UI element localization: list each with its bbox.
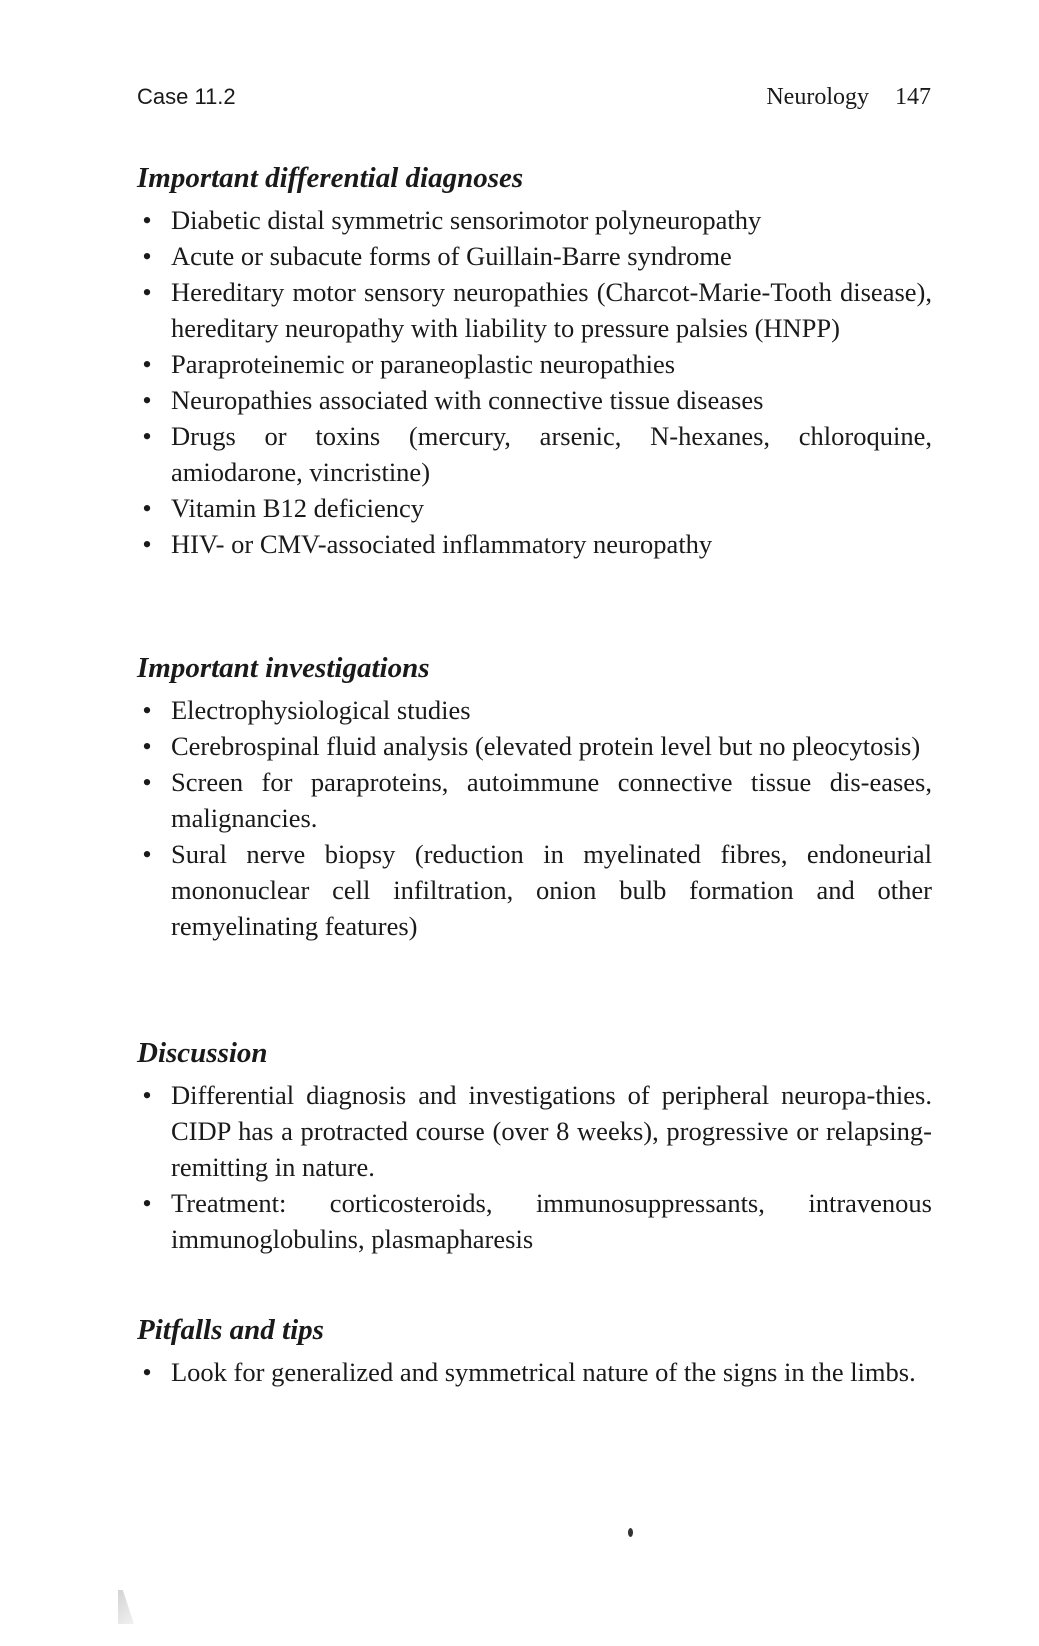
bullet-icon: • — [142, 1357, 152, 1387]
bullet-icon: • — [142, 1188, 152, 1218]
bullet-icon: • — [142, 421, 152, 451]
scan-speck — [628, 1528, 633, 1537]
section-heading: Important differential diagnoses — [137, 162, 524, 194]
bullet-icon: • — [142, 839, 152, 869]
bullet-list — [137, 1077, 932, 1257]
bullet-icon: • — [142, 493, 152, 523]
bullet-icon: • — [142, 695, 152, 725]
section-pitfalls-and-tips — [137, 1312, 932, 1390]
section-heading: Discussion — [137, 1037, 268, 1069]
chapter-and-page — [766, 84, 931, 111]
bullet-icon: • — [142, 767, 152, 797]
bullet-list — [137, 692, 932, 944]
section-discussion — [137, 1035, 932, 1257]
bullet-list — [137, 1354, 932, 1390]
bullet-icon: • — [142, 385, 152, 415]
bullet-icon: • — [142, 205, 152, 235]
section-differential-diagnoses — [137, 160, 932, 562]
chapter-title: Neurology — [766, 84, 869, 110]
list-item: • Hereditary motor sensory neuropathies (Charcot-Marie-Tooth disease), hereditary neuropathy with liability to pressure palsies (HNPP) — [137, 274, 932, 346]
bullet-icon: • — [142, 731, 152, 761]
list-item: • Diabetic distal symmetric sensorimotor polyneuropathy — [137, 202, 932, 238]
page-number: 147 — [895, 84, 931, 110]
list-item: • Drugs or toxins (mercury, arsenic, N-hexanes, chloroquine, amiodarone, vincristine) — [137, 418, 932, 490]
bullet-list — [137, 202, 932, 562]
list-item: • Sural nerve biopsy (reduction in myelinated fibres, endoneurial mononuclear cell infiltration, onion bulb formation and other remyelinating features) — [137, 836, 932, 944]
case-label: Case 11.2 — [137, 84, 236, 109]
scan-artifact — [118, 1590, 134, 1624]
list-item: • Acute or subacute forms of Guillain-Barre syndrome — [137, 238, 932, 274]
list-item: • Treatment: corticosteroids, immunosuppressants, intravenous immunoglobulins, plasmapharesis — [137, 1185, 932, 1257]
bullet-icon: • — [142, 349, 152, 379]
section-important-investigations — [137, 650, 932, 944]
list-item: • Vitamin B12 deficiency — [137, 490, 932, 526]
list-item: • Cerebrospinal fluid analysis (elevated protein level but no pleocytosis) — [137, 728, 932, 764]
bullet-icon: • — [142, 241, 152, 271]
bullet-icon: • — [142, 277, 152, 307]
section-heading: Important investigations — [137, 652, 430, 684]
bullet-icon: • — [142, 1080, 152, 1110]
list-item: • HIV- or CMV-associated inflammatory neuropathy — [137, 526, 932, 562]
list-item: • Neuropathies associated with connective tissue diseases — [137, 382, 932, 418]
list-item: • Paraproteinemic or paraneoplastic neuropathies — [137, 346, 932, 382]
running-head — [137, 84, 931, 114]
list-item: • Screen for paraproteins, autoimmune connective tissue dis-eases, malignancies. — [137, 764, 932, 836]
list-item: • Electrophysiological studies — [137, 692, 932, 728]
section-heading: Pitfalls and tips — [137, 1314, 324, 1346]
list-item: • Differential diagnosis and investigations of peripheral neuropa-thies. CIDP has a protracted course (over 8 weeks), progressive or relapsing-remitting in nature. — [137, 1077, 932, 1185]
bullet-icon: • — [142, 529, 152, 559]
list-item: • Look for generalized and symmetrical nature of the signs in the limbs. — [137, 1354, 932, 1390]
